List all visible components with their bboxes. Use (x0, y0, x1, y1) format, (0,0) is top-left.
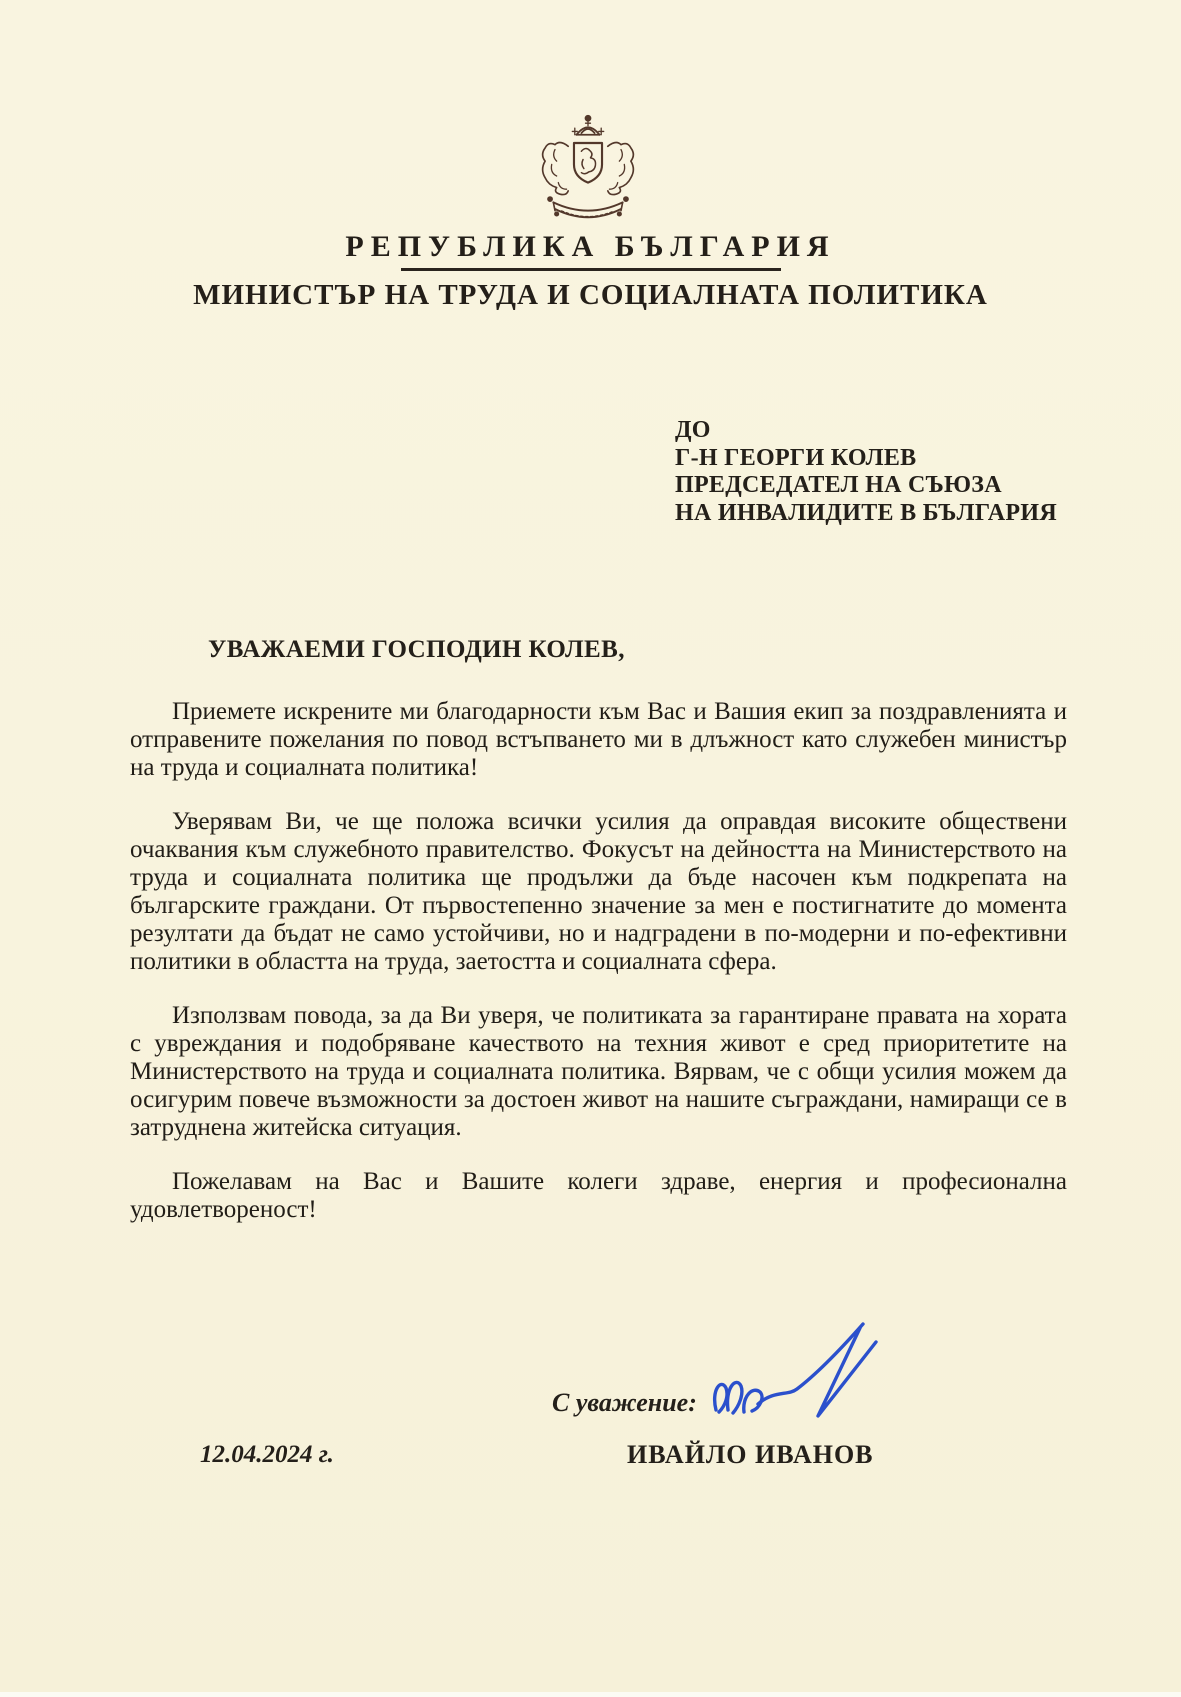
body-paragraph-4: Пожелавам на Вас и Вашите колеги здраве, енергия и професионална удовлетвореност! (130, 1168, 1067, 1223)
bulgarian-coat-of-arms-icon (527, 110, 649, 242)
republic-title: РЕПУБЛИКА БЪЛГАРИЯ (345, 230, 836, 263)
letter-body (130, 688, 1067, 1250)
recipient-line-org: НА ИНВАЛИДИТЕ В БЪЛГАРИЯ (675, 499, 1057, 526)
scan-edge (0, 1692, 1181, 1697)
signer-name: ИВАЙЛО ИВАНОВ (627, 1440, 874, 1469)
recipient-line-title: ПРЕДСЕДАТЕЛ НА СЪЮЗА (675, 472, 1002, 498)
recipient-line-to: ДО (675, 417, 711, 443)
letterhead-divider (401, 268, 781, 271)
body-paragraph-3: Използвам повода, за да Ви уверя, че политиката за гарантиране правата на хората с увреждания и подобряване качеството на техния живот е сред приоритетите на Министерството на труда и социалната политика. Вярвам, че с общи усилия можем да осигурим повече възможности за достоен живот на нашите съграждани, намиращи се в затруднена житейска ситуация. (130, 1002, 1067, 1141)
body-paragraph-2: Уверявам Ви, че ще положа всички усилия да оправдая високите обществени очаквания към служебното правителство. Фокусът на дейността на Министерството на труда и социалната политика ще продължи да бъде насочен към подкрепата на българските граждани. От първостепенно значение за мен е постигнатите до момента резултати да бъдат не само устойчиви, но и надградени в по-модерни и по-ефективни политики в областта на труда, заетостта и социалната сфера. (130, 808, 1067, 975)
handwritten-signature-icon (700, 1318, 915, 1448)
body-paragraph-1: Приемете искрените ми благодарности към Вас и Вашия екип за поздравленията и отправените пожелания по повод встъпването ми в длъжност като служебен министър на труда и социалната политика! (130, 698, 1067, 781)
salutation: УВАЖАЕМИ ГОСПОДИН КОЛЕВ, (208, 636, 625, 663)
recipient-block (675, 417, 1057, 527)
recipient-line-name: Г-Н ГЕОРГИ КОЛЕВ (675, 444, 917, 471)
minister-title: МИНИСТЪР НА ТРУДА И СОЦИАЛНАТА ПОЛИТИКА (193, 279, 988, 311)
letter-date: 12.04.2024 г. (200, 1441, 334, 1468)
closing-phrase: С уважение: (552, 1388, 697, 1417)
